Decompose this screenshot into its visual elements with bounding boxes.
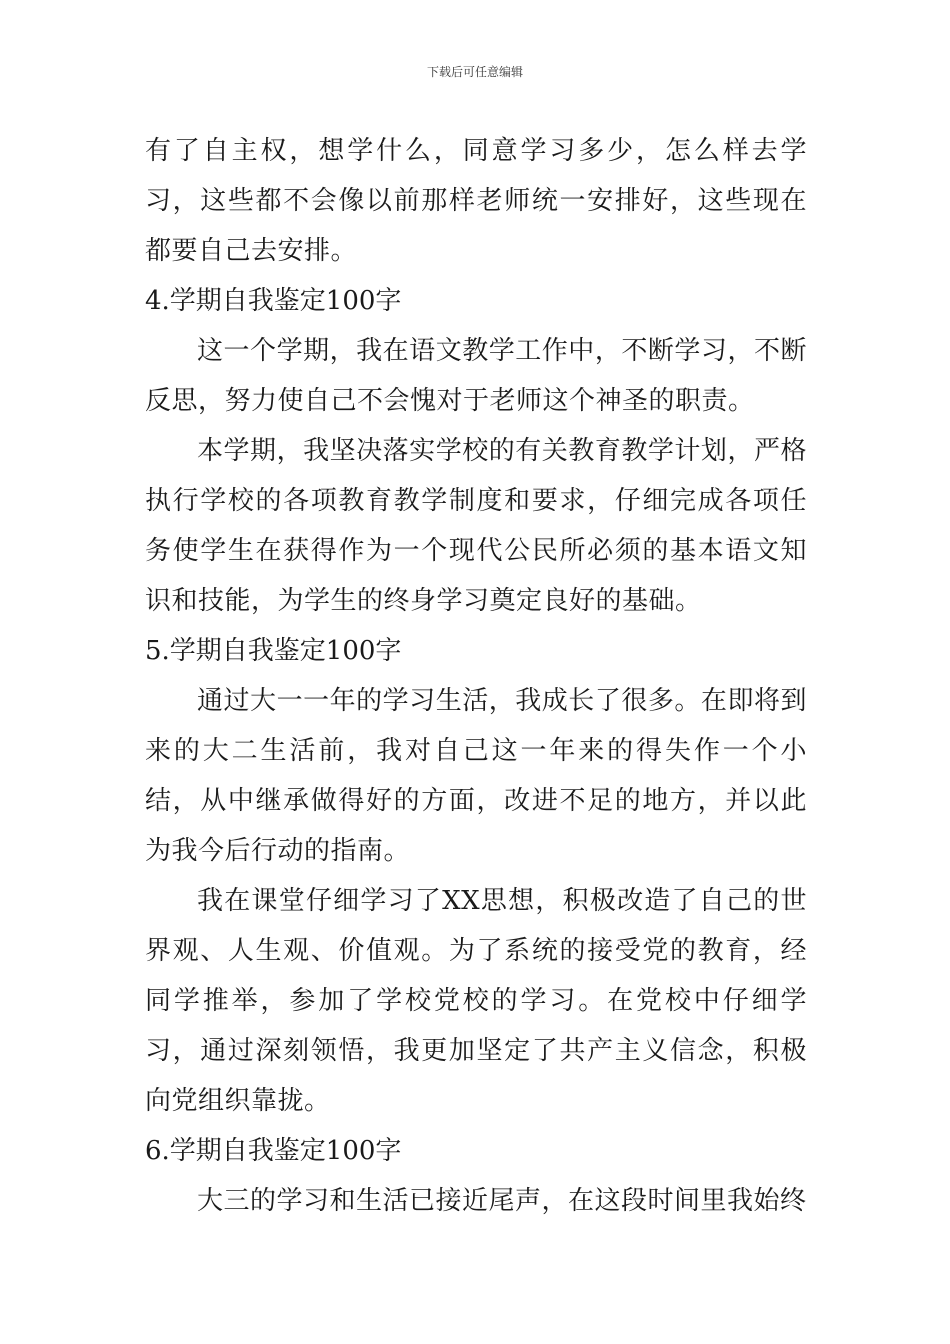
section-heading-5: 5.学期自我鉴定100字 bbox=[145, 636, 402, 666]
paragraph: 本学期，我坚决落实学校的有关教育教学计划，严格执行学校的各项教育教学制度和要求，仔细完成各项任务使学生在获得作为一个现代公民所必须的基本语文知识和技能，为学生的终身学习奠定良好的基础。 bbox=[145, 436, 807, 616]
section-heading-6: 6.学期自我鉴定100字 bbox=[145, 1136, 402, 1166]
paragraph-continuation: 有了自主权，想学什么，同意学习多少，怎么样去学习，这些都不会像以前那样老师统一安排好，这些现在都要自己去安排。 bbox=[145, 136, 807, 266]
paragraph: 大三的学习和生活已接近尾声，在这段时间里我始终 bbox=[197, 1186, 807, 1216]
paragraph: 我在课堂仔细学习了XX思想，积极改造了自己的世界观、人生观、价值观。为了系统的接受党的教育，经同学推举，参加了学校党校的学习。在党校中仔细学习，通过深刻领悟，我更加坚定了共产主义信念，积极向党组织靠拢。 bbox=[145, 886, 807, 1116]
section-heading-4: 4.学期自我鉴定100字 bbox=[145, 286, 402, 316]
paragraph: 这一个学期，我在语文教学工作中，不断学习，不断反思，努力使自己不会愧对于老师这个神圣的职责。 bbox=[145, 336, 807, 416]
document-body bbox=[145, 126, 807, 1226]
paragraph: 通过大一一年的学习生活，我成长了很多。在即将到来的大二生活前，我对自己这一年来的得失作一个小结，从中继承做得好的方面，改进不足的地方，并以此为我今后行动的指南。 bbox=[145, 686, 807, 866]
page-header: 下载后可任意编辑 bbox=[426, 65, 523, 79]
